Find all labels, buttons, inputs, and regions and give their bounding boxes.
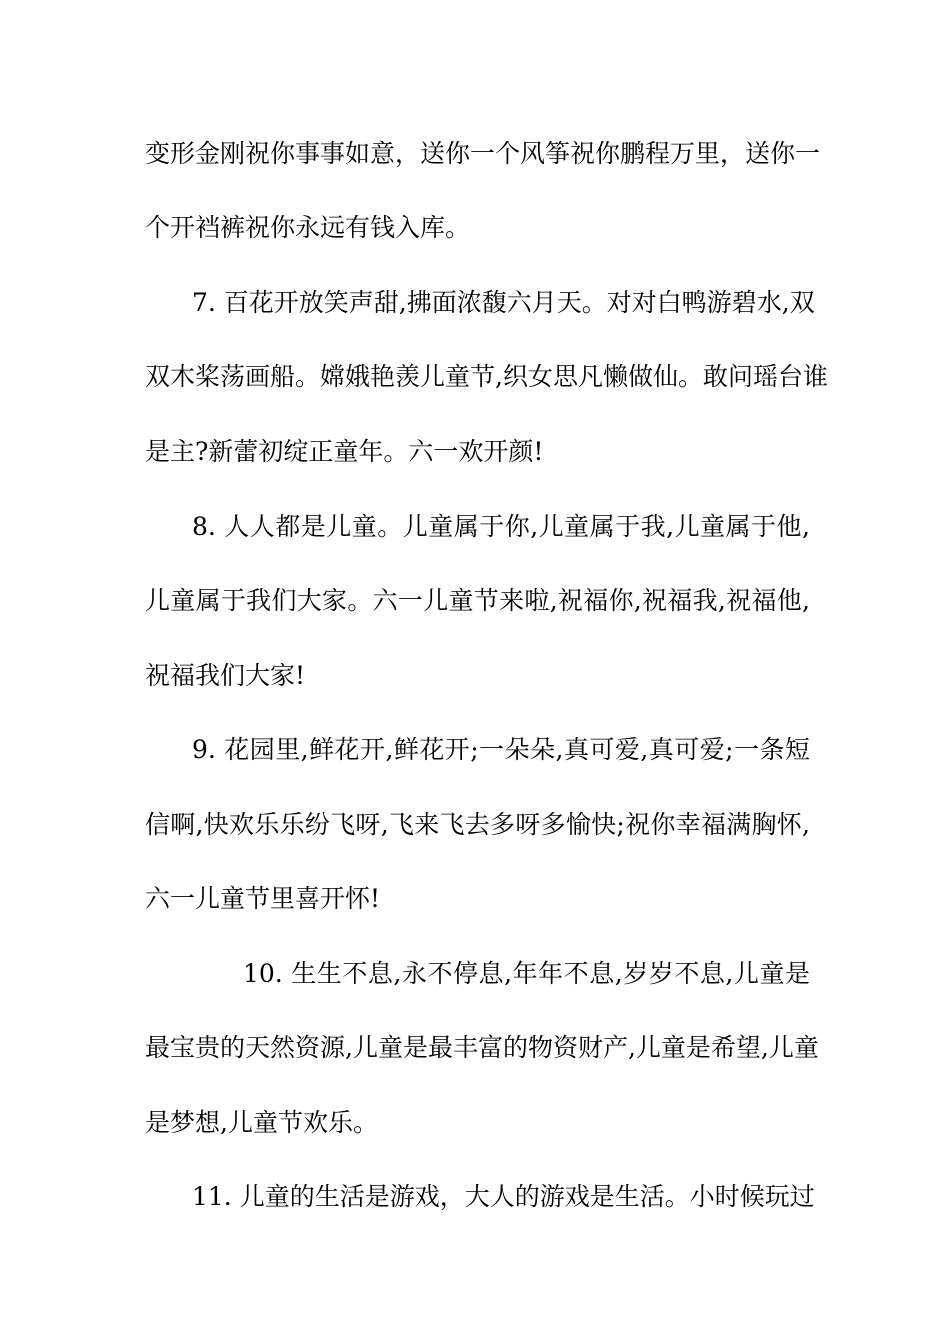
paragraph-8-line-2: 儿童属于我们大家。六一儿童节来啦,祝福你,祝福我,祝福他, xyxy=(145,586,810,615)
paragraph-8-line-1: 8. 人人都是儿童。儿童属于你,儿童属于我,儿童属于他, xyxy=(192,512,810,541)
paragraph-10-line-3: 是梦想,儿童节欢乐。 xyxy=(145,1108,378,1137)
paragraph-6-line-1: 变形金刚祝你事事如意，送你一个风筝祝你鹏程万里，送你一 xyxy=(145,139,821,168)
paragraph-11-line-1: 11. 儿童的生活是游戏，大人的游戏是生活。小时候玩过 xyxy=(192,1182,815,1211)
paragraph-9-line-3: 六一儿童节里喜开怀! xyxy=(145,884,381,913)
paragraph-8-line-3: 祝福我们大家! xyxy=(145,661,306,690)
paragraph-9-line-2: 信啊,快欢乐乐纷飞呀,飞来飞去多呀多愉快;祝你幸福满胸怀, xyxy=(145,810,810,839)
paragraph-10-line-2: 最宝贵的天然资源,儿童是最丰富的物资财产,儿童是希望,儿童 xyxy=(145,1033,819,1062)
paragraph-6-line-2: 个开裆裤祝你永远有钱入库。 xyxy=(145,213,471,242)
paragraph-10-line-1: 10. 生生不息,永不停息,年年不息,岁岁不息,儿童是 xyxy=(243,959,810,988)
paragraph-9-line-1: 9. 花园里,鲜花开,鲜花开;一朵朵,真可爱,真可爱;一条短 xyxy=(192,735,810,764)
paragraph-7-line-2: 双木桨荡画船。嫦娥艳羡儿童节,织女思凡懒做仙。敢问瑶台谁 xyxy=(145,362,828,391)
paragraph-7-line-1: 7. 百花开放笑声甜,拂面浓馥六月天。对对白鸭游碧水,双 xyxy=(192,288,815,317)
paragraph-7-line-3: 是主?新蕾初绽正童年。六一欢开颜! xyxy=(145,437,544,466)
